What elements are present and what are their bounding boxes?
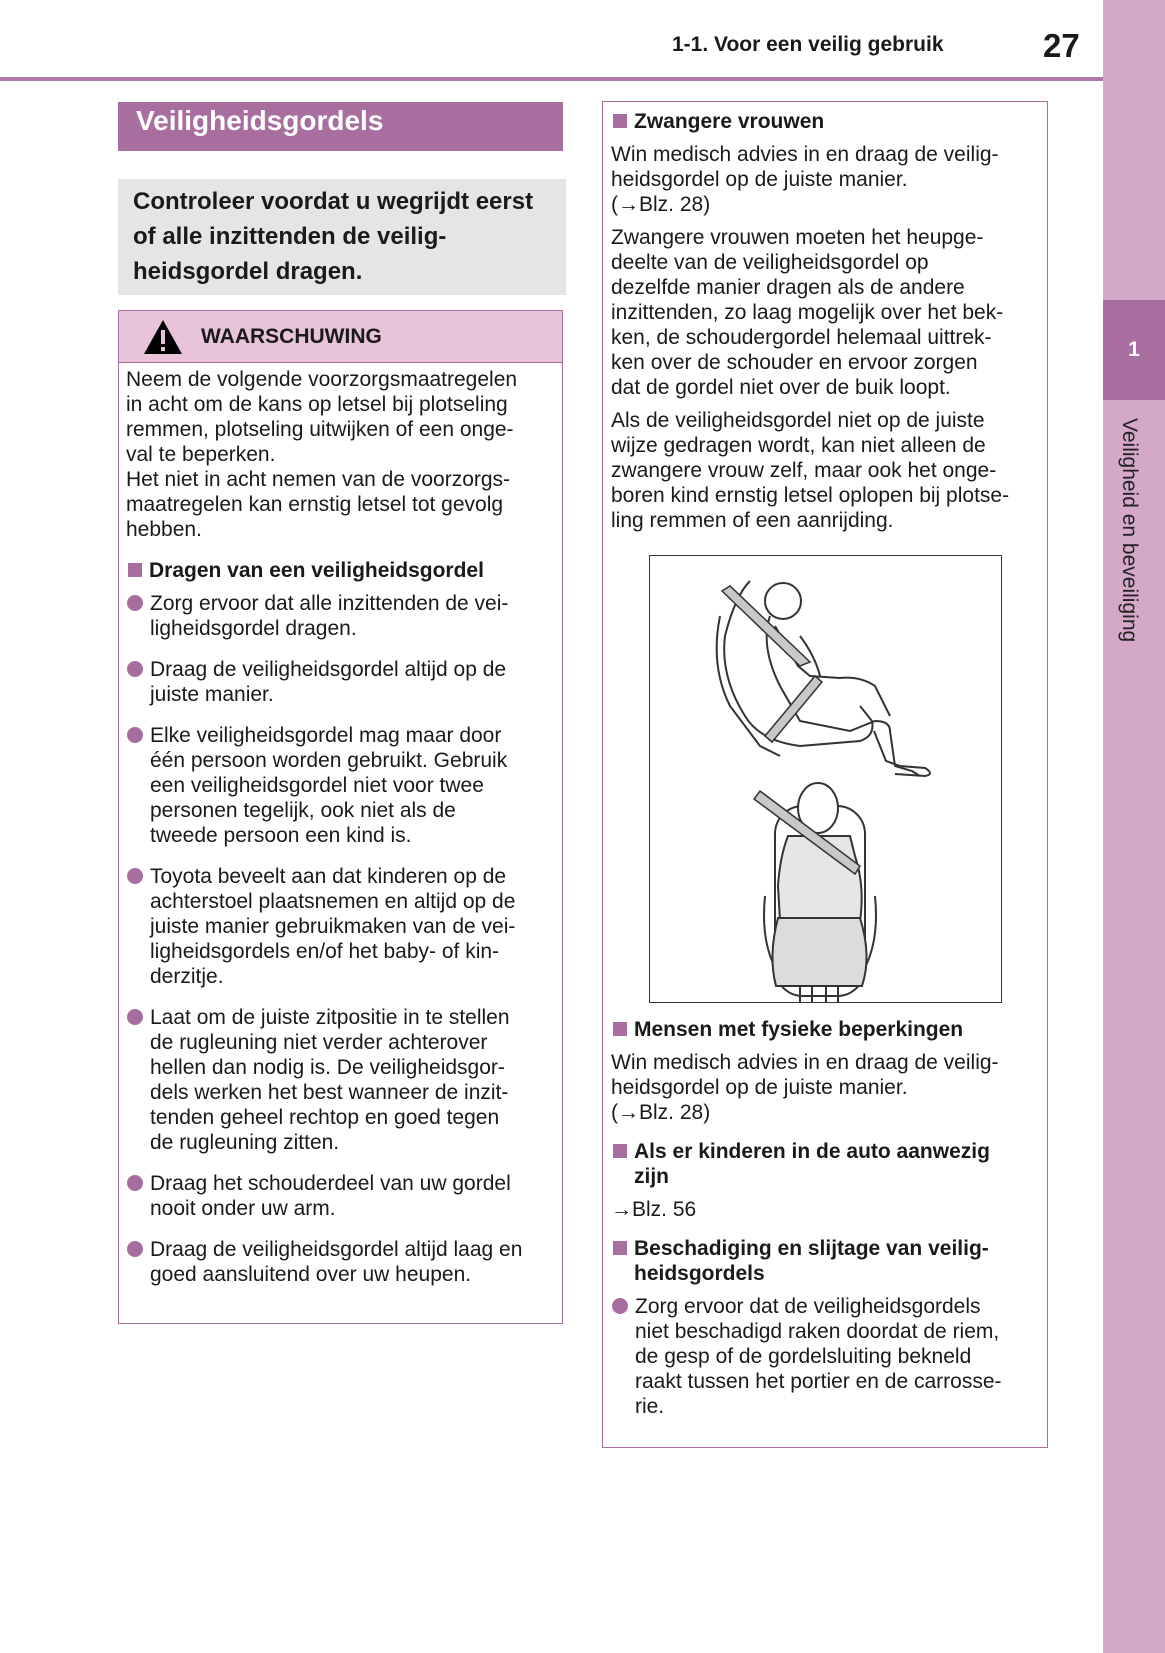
header-divider (0, 77, 1103, 81)
pregnant-seatbelt-illustration (649, 555, 1002, 1003)
list-item: Laat om de juiste zitpositie in te stellen de rugleuning niet verder achterover hellen dan nodig is. De veiligheidsgor- dels werken het best wanneer de inzit- tenden geheel rechtop en goed tegen de rugleuning zitten. (126, 1005, 555, 1155)
list-item: Draag de veiligheidsgordel altijd op de juiste manier. (126, 657, 555, 707)
list-item: Elke veiligheidsgordel mag maar door één persoon worden gebruikt. Gebruik een veiligheidsgordel niet voor twee personen tegelijk, ook niet als de tweede persoon een kind is. (126, 723, 555, 848)
circle-bullet-icon (127, 1241, 143, 1257)
square-bullet-icon (613, 114, 627, 128)
circle-bullet-icon (127, 661, 143, 677)
warning-label: WAARSCHUWING (201, 324, 382, 348)
warning-intro: Neem de volgende voorzorgsmaatregelen in acht om de kans op letsel bij plotseling remmen, plotseling uitwijken of een onge- val te beperken. Het niet in acht nemen van de voorzorgs- maatregelen kan ernstig letsel tot gevolg hebben. (126, 368, 518, 541)
square-bullet-icon (613, 1144, 627, 1158)
pregnant-heading: Zwangere vrouwen (611, 109, 1039, 134)
pregnant-risk: Als de veiligheidsgordel niet op de juiste wijze gedragen wordt, kan niet alleen de zwangere vrouw zelf, maar ook het onge- boren kind ernstig letsel oplopen bij plotse- ling remmen of een aanrijding. (611, 409, 1010, 532)
list-item: Draag de veiligheidsgordel altijd laag en goed aansluitend over uw heupen. (126, 1237, 555, 1287)
square-bullet-icon (128, 563, 142, 577)
list-item: Draag het schouderdeel van uw gordel nooit onder uw arm. (126, 1171, 555, 1221)
warning-subheading: Dragen van een veiligheidsgordel (126, 558, 555, 583)
circle-bullet-icon (127, 727, 143, 743)
disabled-heading: Mensen met fysieke beperkingen (611, 1017, 1039, 1042)
warning-box (118, 310, 563, 1324)
children-page-link[interactable]: →Blz. 56 (611, 1198, 697, 1221)
circle-bullet-icon (127, 595, 143, 611)
pregnant-advice: Win medisch advies in en draag de veilig- heidsgordel op de juiste manier. (→Blz. 28) (611, 143, 999, 216)
chapter-number[interactable]: 1 (1103, 300, 1165, 400)
info-box (602, 101, 1048, 1448)
disabled-advice: Win medisch advies in en draag de veilig- heidsgordel op de juiste manier. (→Blz. 28) (611, 1051, 999, 1124)
side-tab (1103, 0, 1165, 1653)
running-header: 1-1. Voor een veilig gebruik (672, 33, 944, 56)
circle-bullet-icon (612, 1298, 628, 1314)
damage-heading: Beschadiging en slijtage van veilig- heidsgordels (611, 1236, 1039, 1286)
warning-header (119, 311, 562, 363)
list-item: Zorg ervoor dat de veiligheidsgordels niet beschadigd raken doordat de riem, de gesp of de gordelsluiting bekneld raakt tussen het portier en de carrosse- rie. (611, 1294, 1039, 1419)
warning-bullets (126, 591, 555, 1287)
intro-box: Controleer voordat u wegrijdt eerst of alle inzittenden de veilig-heidsgordel dragen. (118, 179, 566, 295)
chapter-title: Veiligheid en beveiliging (1118, 418, 1141, 643)
square-bullet-icon (613, 1241, 627, 1255)
list-item: Toyota beveelt aan dat kinderen op de achterstoel plaatsnemen en altijd op de juiste manier gebruikmaken van de vei- ligheidsgordels en/of het baby- of kin- derzitje. (126, 864, 555, 989)
section-title: Veiligheidsgordels (118, 102, 563, 151)
page-number: 27 (1043, 27, 1080, 64)
square-bullet-icon (613, 1022, 627, 1036)
circle-bullet-icon (127, 1009, 143, 1025)
children-heading: Als er kinderen in de auto aanwezig zijn (611, 1139, 1039, 1189)
warning-body (119, 363, 562, 1287)
pregnant-instructions: Zwangere vrouwen moeten het heupge- deelte van de veiligheidsgordel op dezelfde manier dragen als de andere inzittenden, zo laag mogelijk over het bek- ken, de schoudergordel helemaal uittrek- ken over de schouder en ervoor zorgen dat de gordel niet over de buik loopt. (611, 226, 1004, 399)
warning-triangle-icon (143, 319, 183, 355)
seatbelt-illustration (650, 556, 1002, 1003)
circle-bullet-icon (127, 868, 143, 884)
circle-bullet-icon (127, 1175, 143, 1191)
list-item: Zorg ervoor dat alle inzittenden de vei- ligheidsgordel dragen. (126, 591, 555, 641)
